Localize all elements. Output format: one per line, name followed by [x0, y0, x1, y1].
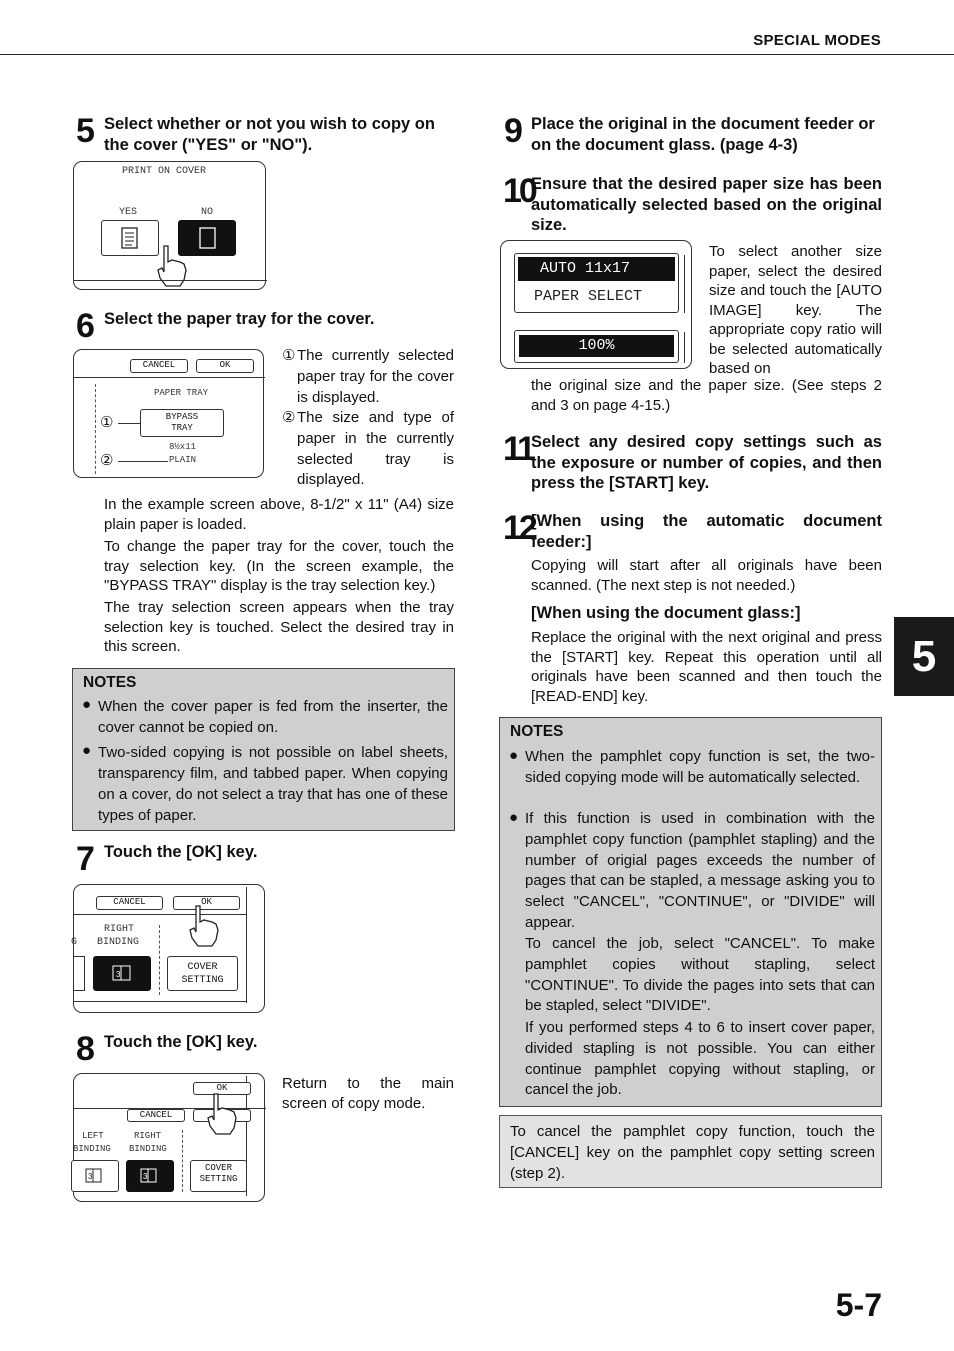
note-item: Two-sided copying is not possible on label sheets, transparency film, and tabbed paper. When copying on a cover, do not select a tray that has one of these types of paper. [98, 744, 448, 824]
step-12-title: [When using the automatic document feeder:] [531, 512, 882, 551]
right-binding-button[interactable] [126, 1160, 174, 1192]
ok-button[interactable]: OK [173, 896, 240, 910]
step-7-number: 7 [76, 840, 92, 878]
pointing-hand-icon [186, 904, 228, 950]
marker-1-line [118, 423, 140, 424]
cover-setting-line-2: SETTING [199, 1174, 238, 1184]
cover-setting-button[interactable] [190, 1160, 247, 1192]
step-11-number: 11 [503, 430, 533, 468]
screen-frame-edge [246, 887, 247, 1003]
tray-line-2: TRAY [171, 423, 193, 433]
dashed-divider [159, 925, 160, 995]
cancel-button[interactable]: CANCEL [130, 359, 188, 373]
note-2-text: The size and type of paper in the currently selected tray is displayed. [297, 409, 454, 489]
tray-line-1: BYPASS [165, 412, 199, 422]
right-binding-line-2: BINDING [129, 1144, 167, 1154]
step-5-number: 5 [76, 112, 92, 150]
ok-button[interactable]: OK [193, 1082, 251, 1095]
right-binding-icon [127, 1161, 173, 1191]
print-on-cover-screen [73, 161, 266, 290]
paper-tray-screen [73, 349, 264, 478]
marker-1: ① [100, 414, 114, 431]
dashed-divider [95, 384, 96, 474]
paper-size: 8½x11 [169, 442, 197, 452]
cover-setting-line-1: COVER [204, 1163, 232, 1173]
notes-box-right [499, 717, 882, 1107]
paper-select-screen [500, 240, 692, 369]
screen-base-line [74, 1001, 246, 1002]
cover-setting-line-2: SETTING [181, 975, 224, 986]
yes-label: YES [119, 207, 138, 218]
key-shadow [679, 332, 685, 363]
paper-type: PLAIN [169, 455, 197, 465]
tray-select-key[interactable] [140, 409, 224, 437]
step-7-title: Touch the [OK] key. [104, 843, 258, 861]
left-binding-button-partial[interactable] [74, 956, 85, 991]
auto-paper-display: AUTO 11x17 [518, 257, 675, 281]
note-2-marker: ② [282, 409, 296, 426]
step-12-subtitle: [When using the document glass:] [531, 604, 801, 622]
left-binding-icon [72, 1161, 118, 1191]
bullet-icon: ● [509, 747, 519, 764]
dashed-divider [182, 1130, 183, 1192]
step-6-para-2: To change the paper tray for the cover, touch the tray selection key. (In the screen example, the "BYPASS TRAY" display is the tray selection key.) [104, 538, 454, 594]
note-1-text: The currently selected paper tray for the cover is displayed. [297, 347, 454, 406]
cancel-note-text: To cancel the pamphlet copy function, touch the [CANCEL] key on the pamphlet copy setting screen (step 2). [510, 1123, 875, 1182]
no-label: NO [201, 207, 214, 218]
step-6-para-1: In the example screen above, 8-1/2" x 11" (A4) size plain paper is loaded. [104, 496, 454, 533]
ok-button[interactable]: OK [196, 359, 254, 373]
copy-ratio-key[interactable] [514, 330, 679, 363]
cover-setting-line-1: COVER [187, 962, 218, 973]
step-9-title: Place the original in the document feeder or on the document glass. (page 4-3) [531, 115, 875, 154]
bullet-icon: ● [82, 742, 92, 759]
svg-text:3: 3 [116, 970, 121, 979]
paper-select-label: PAPER SELECT [534, 288, 643, 305]
page-number: 5-7 [835, 1287, 882, 1323]
step-11-title: Select any desired copy settings such as the exposure or number of copies, and then press the [START] key. [531, 433, 882, 492]
step-12-number: 12 [503, 509, 535, 547]
right-binding-line-1: RIGHT [104, 924, 135, 935]
note-continuation-1: To cancel the job, select "CANCEL". To make pamphlet copies without stapling, select "CONTINUE". To divide the pages into sets that can be stapled, select "DIVIDE". [525, 935, 875, 1015]
svg-text:3: 3 [88, 1172, 93, 1181]
step-5-title: Select whether or not you wish to copy on the cover ("YES" or "NO"). [104, 115, 435, 154]
note-item: When the cover paper is fed from the inserter, the cover cannot be copied on. [98, 698, 448, 736]
left-binding-line-2: BINDING [73, 1144, 111, 1154]
key-shadow [679, 255, 685, 313]
right-binding-line-2: BINDING [97, 937, 140, 948]
cut-label: G [71, 937, 78, 948]
header-rule [0, 54, 954, 55]
note-1-marker: ① [282, 347, 296, 364]
paper-tray-heading: PAPER TRAY [154, 388, 209, 398]
note-item: When the pamphlet copy function is set, the two-sided copying mode will be automatically selected. [525, 748, 875, 786]
pointing-hand-icon [154, 244, 194, 289]
section-title: SPECIAL MODES [753, 32, 881, 49]
step-8-number: 8 [76, 1030, 92, 1068]
step-8-title: Touch the [OK] key. [104, 1033, 258, 1051]
notes-title: NOTES [510, 723, 564, 740]
bullet-icon: ● [509, 809, 519, 826]
binding-screen-step7 [73, 884, 265, 1013]
step-10-title: Ensure that the desired paper size has been automatically selected based on the original size. [531, 175, 882, 234]
divider [74, 377, 265, 378]
cancel-note-box [499, 1115, 882, 1188]
note-continuation-2: If you performed steps 4 to 6 to insert cover paper, divided stapling is not possible. You can either continue pamphlet copying without stapling, or cancel the job. [525, 1019, 875, 1099]
copy-ratio-display: 100% [519, 335, 674, 357]
step-6-number: 6 [76, 307, 92, 345]
note-item: If this function is used in combination with the pamphlet copy function (pamphlet stapling) and the number of origial pages exceeds the number of pages that can be stapled, a message asking you to select "CANCEL", "CONTINUE", or "DIVIDE" will appear. [525, 810, 875, 931]
screen-base-line [74, 280, 267, 281]
marker-2-line [118, 461, 168, 462]
notes-box-left [72, 668, 455, 831]
screen-title: PRINT ON COVER [122, 166, 207, 177]
step-8-desc: Return to the main screen of copy mode. [282, 1075, 454, 1112]
cancel-button[interactable]: CANCEL [96, 896, 163, 910]
notes-title: NOTES [83, 674, 137, 691]
pointing-hand-icon [204, 1092, 244, 1136]
step-12-para-2: Replace the original with the next original and press the [START] key. Repeat this operation until all originals have been scanned and then touch the [READ-END] key. [531, 629, 882, 705]
cancel-button[interactable]: CANCEL [127, 1109, 185, 1122]
chapter-tab: 5 [894, 617, 954, 696]
marker-2: ② [100, 452, 114, 469]
svg-text:3: 3 [143, 1172, 148, 1181]
step-12-para-1: Copying will start after all originals have been scanned. (The next step is not needed.) [531, 557, 882, 594]
step-9-number: 9 [504, 112, 520, 150]
step-10-desc-below: the original size and the paper size. (See steps 2 and 3 on page 4-15.) [531, 377, 882, 414]
binding-screen-step8 [73, 1073, 265, 1202]
cover-setting-button[interactable] [167, 956, 238, 991]
yes-button[interactable] [101, 220, 159, 256]
step-10-number: 10 [503, 172, 535, 210]
right-binding-button[interactable] [93, 956, 151, 991]
bullet-icon: ● [82, 696, 92, 713]
step-6-title: Select the paper tray for the cover. [104, 310, 375, 328]
left-binding-line-1: LEFT [82, 1131, 104, 1141]
right-binding-icon [94, 957, 150, 990]
step-10-desc-side: To select another size paper, select the desired size and touch the [AUTO IMAGE] key. The appropriate copy ratio will be selected automatically based on [709, 243, 882, 377]
paper-select-key[interactable] [514, 253, 679, 313]
left-binding-button[interactable] [71, 1160, 119, 1192]
document-lines-icon [102, 221, 158, 255]
right-binding-line-1: RIGHT [134, 1131, 162, 1141]
step-6-para-3: The tray selection screen appears when the tray selection key is touched. Select the desired tray in this screen. [104, 599, 454, 655]
